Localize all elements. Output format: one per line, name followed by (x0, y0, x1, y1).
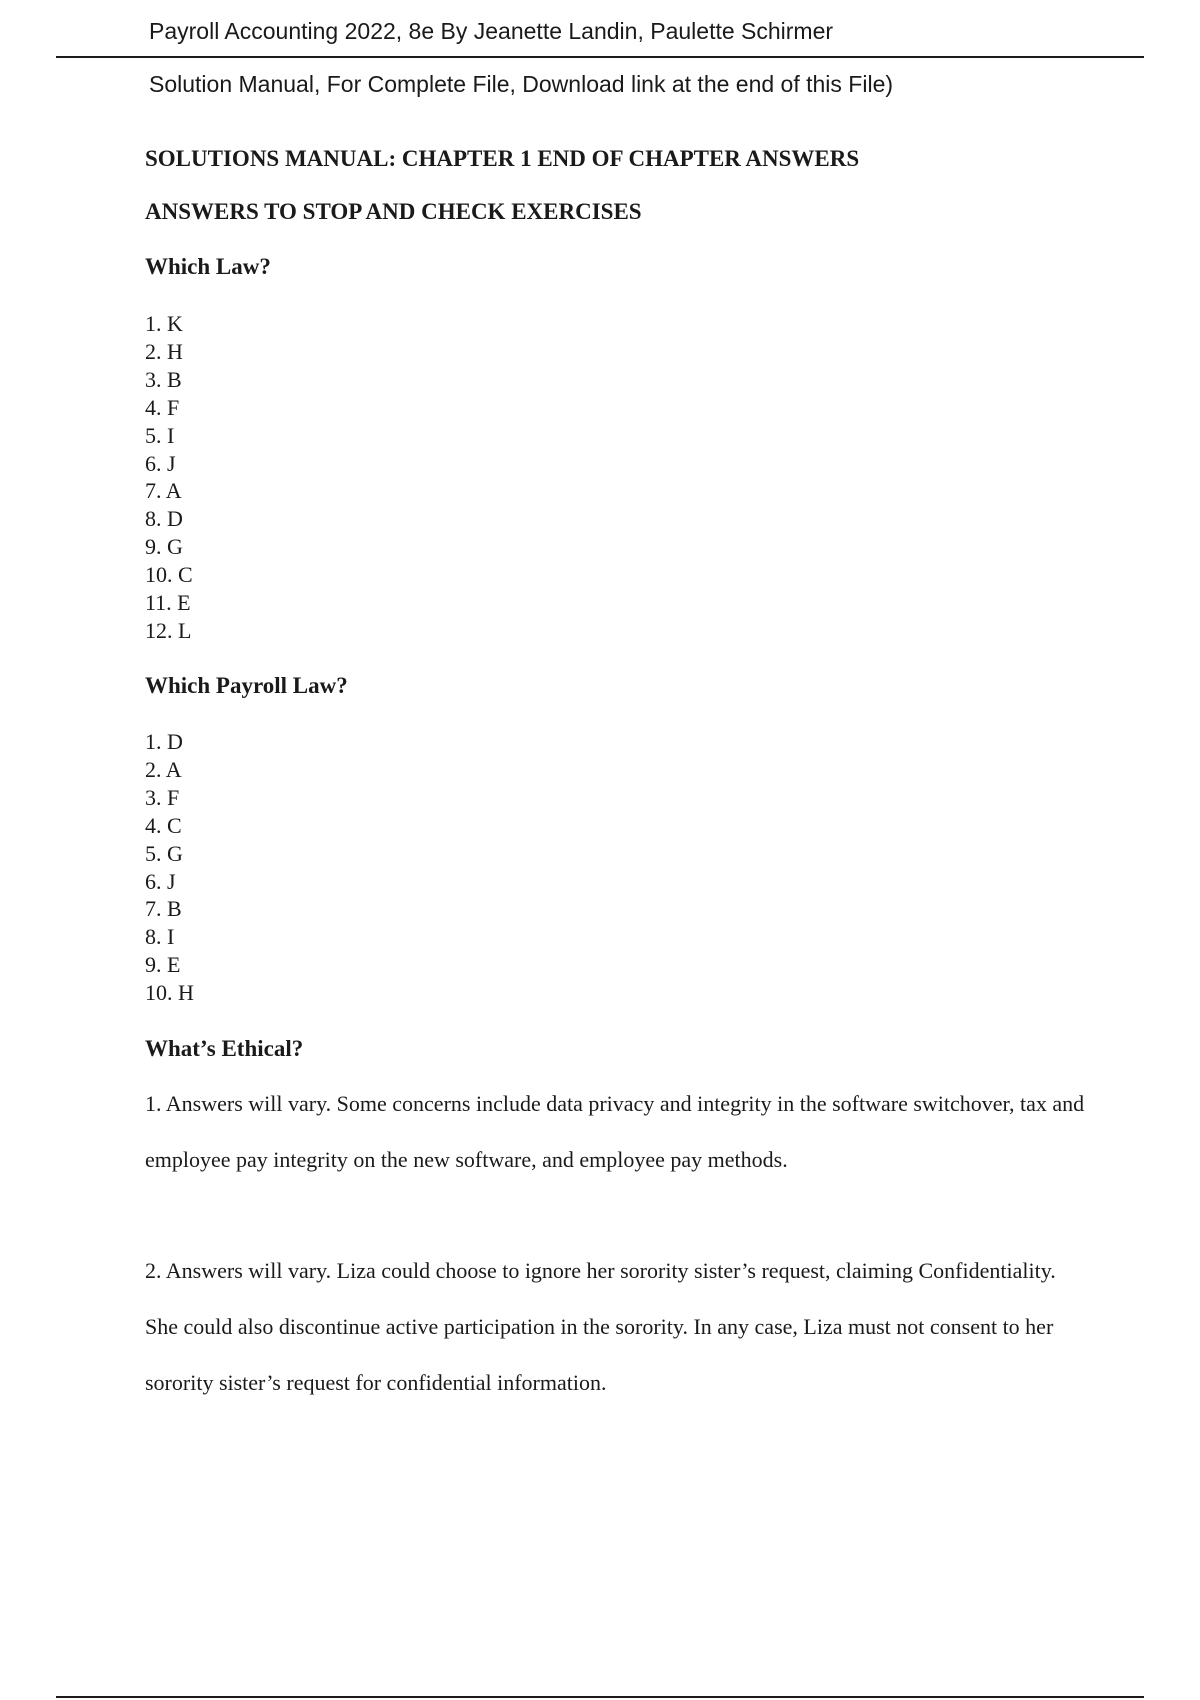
list-item: 4. F (145, 394, 180, 420)
list-item: 6. J (145, 450, 176, 476)
list-item: 7. A (145, 478, 182, 504)
which-payroll-law-heading: Which Payroll Law? (145, 673, 348, 698)
list-item: 9. E (145, 952, 181, 978)
ethics-answer-paragraph: 1. Answers will vary. Some concerns include data privacy and integrity in the software switchover, tax and employee pay integrity on the new software, and employee pay methods. (145, 1091, 1085, 1172)
footer-divider (56, 1696, 1144, 1698)
list-item: 11. E (145, 590, 191, 616)
list-item: 8. I (145, 924, 175, 950)
header-divider (56, 56, 1144, 58)
list-item: 10. H (145, 980, 194, 1006)
whats-ethical-heading: What’s Ethical? (145, 1036, 304, 1061)
header-subtitle: Solution Manual, For Complete File, Download link at the end of this File) (149, 71, 894, 97)
which-payroll-law-answer-list (145, 728, 194, 1007)
which-law-answer-list (145, 310, 193, 645)
sub-heading: ANSWERS TO STOP AND CHECK EXERCISES (145, 199, 642, 224)
list-item: 6. J (145, 868, 176, 894)
list-item: 2. H (145, 338, 183, 364)
list-item: 12. L (145, 617, 192, 643)
list-item: 3. F (145, 784, 180, 810)
list-item: 3. B (145, 366, 182, 392)
list-item: 10. C (145, 562, 193, 588)
list-item: 9. G (145, 534, 183, 560)
header-title: Payroll Accounting 2022, 8e By Jeanette Landin, Paulette Schirmer (149, 18, 834, 44)
which-law-heading: Which Law? (145, 254, 271, 279)
list-item: 8. D (145, 506, 183, 532)
list-item: 7. B (145, 896, 182, 922)
list-item: 1. K (145, 311, 183, 336)
main-heading: SOLUTIONS MANUAL: CHAPTER 1 END OF CHAPTER ANSWERS (145, 146, 860, 171)
ethics-answer-paragraph: 2. Answers will vary. Liza could choose to ignore her sorority sister’s request, claiming Confidentiality. She could also discontinue active participation in the sorority. In any case, Liza must not consent to her sorority sister’s request for confidential information. (145, 1258, 1056, 1395)
list-item: 2. A (145, 756, 182, 782)
list-item: 5. G (145, 840, 183, 866)
list-item: 1. D (145, 729, 183, 754)
list-item: 4. C (145, 812, 182, 838)
list-item: 5. I (145, 422, 175, 448)
